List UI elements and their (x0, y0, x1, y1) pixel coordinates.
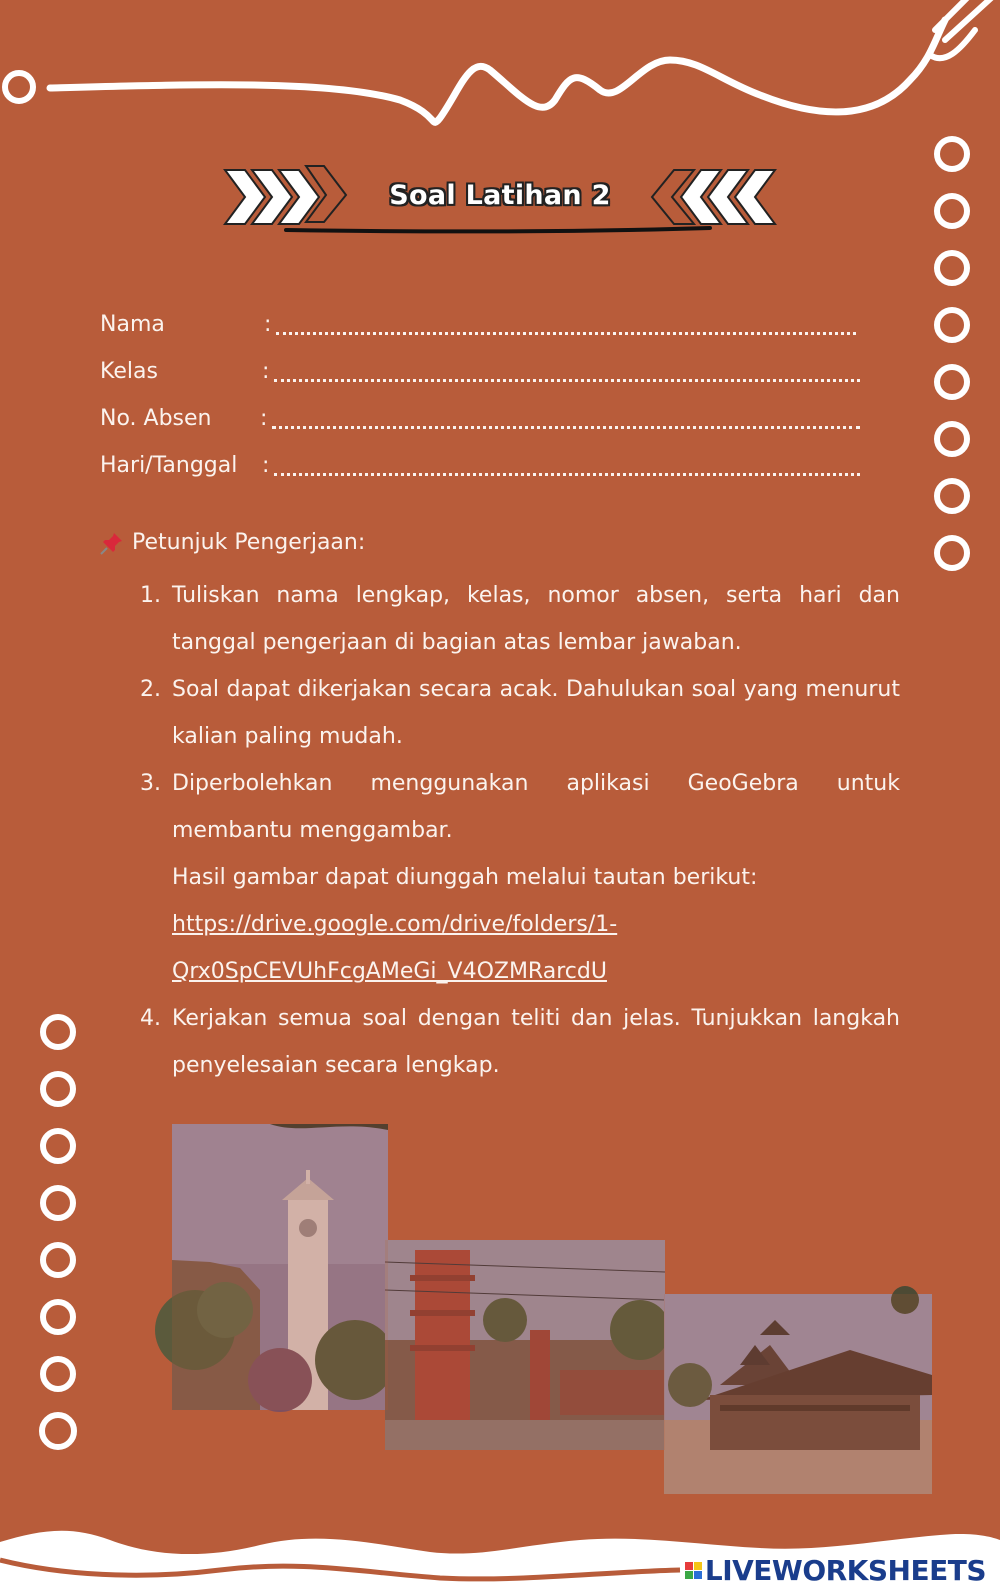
item-extra-text: Hasil gambar dapat diunggah melalui tautan berikut: (172, 865, 758, 890)
form-colon: : (264, 312, 272, 337)
form-row-tanggal (100, 453, 880, 500)
form-colon: : (260, 406, 268, 431)
instructions-heading (100, 530, 365, 555)
list-item (140, 760, 900, 995)
left-circles (42, 1017, 74, 1447)
right-circles (937, 139, 967, 568)
page-title: Soal Latihan 2 (389, 180, 611, 211)
item-text: Soal dapat dikerjakan secara acak. Dahulukan soal yang menurut kalian paling mudah. (172, 677, 900, 749)
form-colon: : (262, 453, 270, 478)
brand-text: LIVEWORKSHEETS (704, 1554, 986, 1587)
squiggle-start-circle (5, 73, 33, 101)
drive-link-line2[interactable]: Qrx0SpCEVUhFcgAMeGi_V4OZMRarcdU (172, 959, 607, 984)
title-banner (220, 160, 780, 240)
list-item (140, 995, 900, 1089)
item-text: Kerjakan semua soal dengan teliti dan jelas. Tunjukkan langkah penyelesaian secara lengkap. (172, 1006, 900, 1078)
form-row-kelas (100, 359, 880, 406)
item-number: 1. (140, 583, 161, 608)
nama-blank[interactable] (276, 332, 856, 335)
item-number: 3. (140, 771, 161, 796)
item-text: Diperbolehkan menggunakan aplikasi GeoGebra untuk membantu menggambar. (172, 771, 900, 843)
pushpin-icon (100, 531, 124, 555)
form-label: Nama (100, 312, 165, 337)
form-label: No. Absen (100, 406, 212, 431)
liveworksheets-icon (685, 1562, 702, 1579)
liveworksheets-logo (685, 1554, 986, 1587)
item-text: Tuliskan nama lengkap, kelas, nomor absen, serta hari dan tanggal pengerjaan di bagian atas lembar jawaban. (172, 583, 900, 655)
student-info-form (100, 312, 880, 500)
tanggal-blank[interactable] (274, 473, 860, 476)
list-item (140, 572, 900, 666)
kelas-blank[interactable] (274, 379, 860, 382)
form-label: Kelas (100, 359, 158, 384)
form-row-nama (100, 312, 880, 359)
top-squiggle (50, 20, 945, 122)
list-item (140, 666, 900, 760)
form-row-absen (100, 406, 880, 453)
item-number: 2. (140, 677, 161, 702)
drive-link-line1[interactable]: https://drive.google.com/drive/folders/1- (172, 912, 618, 937)
form-colon: : (262, 359, 270, 384)
item-number: 4. (140, 1006, 161, 1031)
absen-blank[interactable] (272, 426, 860, 429)
instructions-heading-text: Petunjuk Pengerjaan: (132, 530, 366, 555)
form-label: Hari/Tanggal (100, 453, 238, 478)
instructions-list (140, 572, 900, 1089)
